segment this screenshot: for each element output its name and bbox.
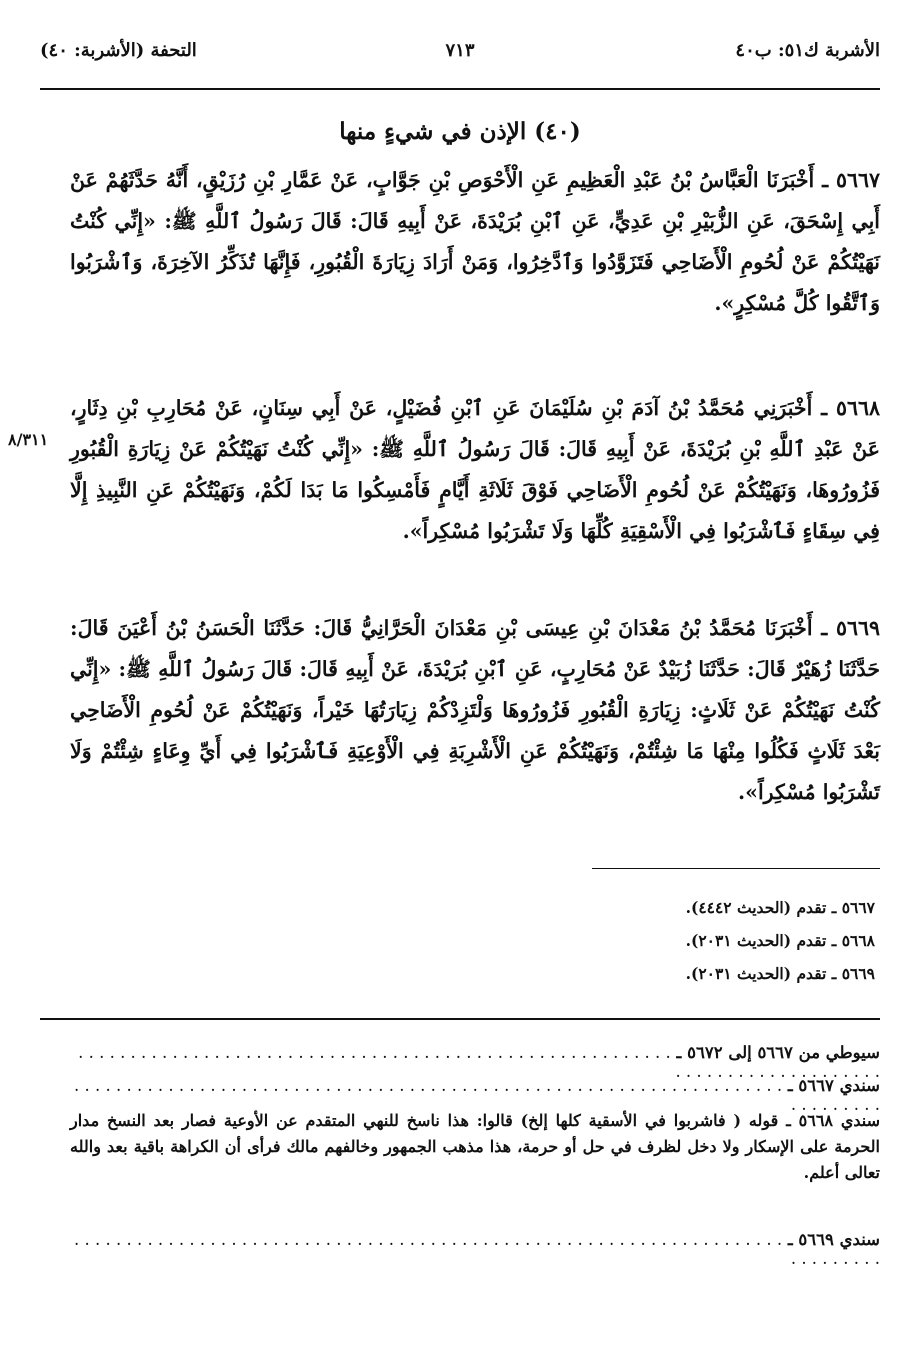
hadith-5669: ٥٦٦٩ ـ أَخْبَرَنَا مُحَمَّدُ بْنُ مَعْدَانَ بْنِ عِيسَى بْنِ مَعْدَانَ الْحَرَّانِيُّ قَالَ: حَدَّثَنَا الْحَسَنُ بْنُ أَعْيَنَ قَالَ: حَدَّثَنَا زُهَيْرٌ قَالَ: حَدَّثَنَا زُبَيْدٌ عَنْ مُحَارِبٍ، عَنِ ٱبْنِ بُرَيْدَةَ، عَنْ أَبِيهِ قَالَ: قَالَ رَسُولُ ٱللَّهِ ﷺ: «إِنِّي كُنْتُ نَهَيْتُكُمْ عَنْ ثَلَاثٍ: زِيَارَةِ الْقُبُورِ فَزُورُوهَا وَلْتَزِدْكُمْ زِيَارَتُهَا خَيْراً، وَنَهَيْتُكُمْ عَنْ لُحُومِ الْأَضَاحِي بَعْدَ ثَلَاثٍ فَكُلُوا مِنْهَا مَا شِئْتُمْ، وَنَهَيْتُكُمْ عَنِ الْأَشْرِبَةِ فِي الْأَوْعِيَةِ فَٱشْرَبُوا فِي أَيِّ وِعَاءٍ شِئْتُمْ وَلَا تَشْرَبُوا مُسْكِراً». — [70, 616, 880, 804]
commentary-sindi-5669 — [70, 1230, 880, 1268]
header-rule — [40, 88, 880, 90]
page-number: ٧١٣ — [445, 40, 475, 61]
footnote-separator — [592, 868, 880, 869]
footnote-5669: ٥٦٦٩ ـ تقدم (الحديث ٢٠٣١). — [685, 964, 875, 983]
footnote-5667: ٥٦٦٧ ـ تقدم (الحديث ٤٤٤٢). — [685, 898, 875, 917]
commentary-dots: . . . . . . . . . . . . . . . . . . . . . . . . . . . . . . . . . . . . . . . . . . . . . . . . . . . . . . . . . . . . . . . . . . . . . . . . . . . . . — [78, 1043, 880, 1081]
commentary-suyuti-label: سيوطي من ٥٦٦٧ إلى ٥٦٧٢ ـ — [676, 1043, 880, 1062]
commentary-separator — [40, 1018, 880, 1020]
margin-reference: ٨/٣١١ — [8, 430, 49, 449]
commentary-sindi-5667-label: سندي ٥٦٦٧ ـ — [787, 1076, 880, 1095]
commentary-sindi-5668: سندي ٥٦٦٨ ـ قوله ( فاشربوا في الأسقية كلها إلخ) قالوا: هذا ناسخ للنهي المتقدم عن الأوعية فصار بعد النسخ مدار الحرمة على الإسكار ولا دخل لظرف في حل أو حرمة، هذا مذهب الجمهور وخالفهم مالك فرأى أن الكراهة باقية بعد والله تعالى أعلم. — [70, 1111, 881, 1182]
commentary-dots: . . . . . . . . . . . . . . . . . . . . . . . . . . . . . . . . . . . . . . . . . . . . . . . . . . . . . . . . . . . . . . . . . . . . . . . . . . . . . — [74, 1076, 880, 1114]
footnote-5668: ٥٦٦٨ ـ تقدم (الحديث ٢٠٣١). — [685, 931, 875, 950]
commentary-sindi-5669-label: سندي ٥٦٦٩ ـ — [787, 1230, 880, 1249]
header-chapter-ref: الأشربة ك٥١: ب٤٠ — [735, 40, 880, 61]
hadith-5667: ٥٦٦٧ ـ أَخْبَرَنَا الْعَبَّاسُ بْنُ عَبْدِ الْعَظِيمِ عَنِ الْأَحْوَصِ بْنِ جَوَّابٍ، عَنْ عَمَّارِ بْنِ رُزَيْقٍ، أَنَّهُ حَدَّثَهُمْ عَنْ أَبِي إِسْحَقَ، عَنِ الزُّبَيْرِ بْنِ عَدِيٍّ، عَنِ ٱبْنِ بُرَيْدَةَ، عَنْ أَبِيهِ قَالَ: قَالَ رَسُولُ ٱللَّهِ ﷺ: «إِنِّي كُنْتُ نَهَيْتُكُمْ عَنْ لُحُومِ الْأَضَاحِي فَتَزَوَّدُوا وَٱدَّخِرُوا، وَمَنْ أَرَادَ زِيَارَةَ الْقُبُورِ، فَإِنَّهَا تُذَكِّرُ الآخِرَةَ، وَٱشْرَبُوا وَٱتَّقُوا كُلَّ مُسْكِرٍ». — [70, 168, 880, 315]
commentary-dots: . . . . . . . . . . . . . . . . . . . . . . . . . . . . . . . . . . . . . . . . . . . . . . . . . . . . . . . . . . . . . . . . . . . . . . . . . . . . . — [74, 1230, 880, 1268]
page-header — [40, 40, 880, 74]
hadith-5668: ٥٦٦٨ ـ أَخْبَرَنِي مُحَمَّدُ بْنُ آدَمَ بْنِ سُلَيْمَانَ عَنِ ٱبْنِ فُضَيْلٍ، عَنْ أَبِي سِنَانٍ، عَنْ مُحَارِبِ بْنِ دِثَارٍ، عَنْ عَبْدِ ٱللَّهِ بْنِ بُرَيْدَةَ، عَنْ أَبِيهِ قَالَ: قَالَ رَسُولُ ٱللَّهِ ﷺ: «إِنِّي كُنْتُ نَهَيْتُكُمْ عَنْ زِيَارَةِ الْقُبُورِ فَزُورُوهَا، وَنَهَيْتُكُمْ عَنْ لُحُومِ الْأَضَاحِي فَوْقَ ثَلَاثَةِ أَيَّامٍ فَأَمْسِكُوا مَا بَدَا لَكُمْ، وَنَهَيْتُكُمْ عَنِ النَّبِيذِ إِلَّا فِي سِقَاءٍ فَٱشْرَبُوا فِي الْأَسْقِيَةِ كُلِّهَا وَلَا تَشْرَبُوا مُسْكِراً». — [70, 396, 880, 543]
header-tuhfa-ref: التحفة (الأشربة: ٤٠) — [40, 40, 197, 61]
section-title: (٤٠) الإذن في شيءٍ منها — [339, 118, 581, 145]
